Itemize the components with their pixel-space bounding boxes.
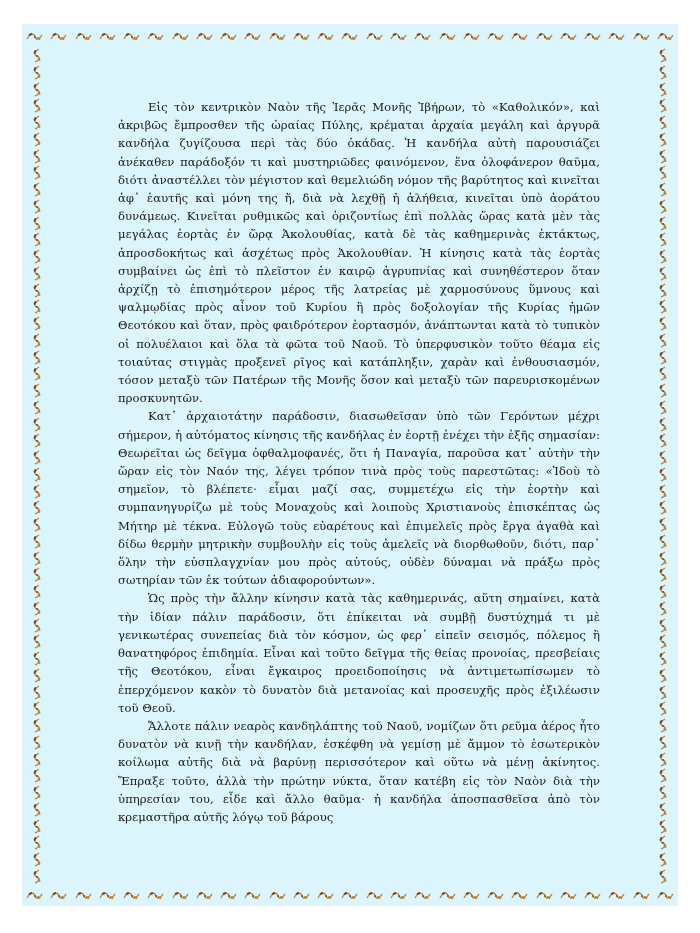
floral-vine-icon [31,869,43,884]
floral-vine-icon [147,889,164,901]
floral-vine-icon [293,889,310,901]
floral-vine-icon [657,534,669,549]
floral-vine-icon [31,316,43,331]
floral-vine-icon [269,30,286,42]
floral-vine-icon [657,383,669,398]
floral-vine-icon [657,735,669,750]
floral-vine-icon [657,433,669,448]
floral-vine-icon [657,450,669,465]
floral-vine-icon [26,889,43,901]
floral-vine-icon [657,835,669,850]
floral-vine-icon [31,735,43,750]
floral-vine-icon [317,889,334,901]
floral-vine-icon [31,149,43,164]
floral-vine-icon [244,889,261,901]
floral-vine-icon [31,199,43,214]
floral-vine-icon [657,668,669,683]
ornamental-border-left [28,48,46,884]
floral-vine-icon [31,115,43,130]
ornamental-border-right [654,48,672,884]
floral-vine-icon [657,132,669,147]
floral-vine-icon [31,785,43,800]
floral-vine-icon [657,869,669,884]
floral-vine-icon [657,819,669,834]
floral-vine-icon [31,48,43,63]
floral-vine-icon [31,232,43,247]
floral-vine-icon [608,889,625,901]
floral-vine-icon [657,634,669,649]
floral-vine-icon [414,30,431,42]
floral-vine-icon [31,98,43,113]
floral-vine-icon [75,889,92,901]
floral-vine-icon [31,299,43,314]
floral-vine-icon [31,400,43,415]
floral-vine-icon [31,618,43,633]
floral-vine-icon [608,30,625,42]
floral-vine-icon [657,48,669,63]
floral-vine-icon [390,30,407,42]
floral-vine-icon [196,30,213,42]
floral-vine-icon [31,165,43,180]
floral-vine-icon [657,618,669,633]
floral-vine-icon [196,889,213,901]
floral-vine-icon [463,889,480,901]
floral-vine-icon [657,852,669,867]
floral-vine-icon [31,132,43,147]
floral-vine-icon [31,517,43,532]
floral-vine-icon [99,889,116,901]
floral-vine-icon [31,685,43,700]
floral-vine-icon [657,517,669,532]
floral-vine-icon [31,484,43,499]
floral-vine-icon [31,350,43,365]
floral-vine-icon [487,30,504,42]
floral-vine-icon [633,889,650,901]
floral-vine-icon [31,366,43,381]
floral-vine-icon [390,889,407,901]
floral-vine-icon [341,889,358,901]
floral-vine-icon [317,30,334,42]
floral-vine-icon [657,82,669,97]
floral-vine-icon [75,30,92,42]
floral-vine-icon [439,30,456,42]
floral-vine-icon [31,634,43,649]
floral-vine-icon [31,651,43,666]
floral-vine-icon [31,433,43,448]
floral-vine-icon [657,567,669,582]
floral-vine-icon [584,30,601,42]
floral-vine-icon [31,752,43,767]
floral-vine-icon [657,299,669,314]
floral-vine-icon [31,534,43,549]
floral-vine-icon [657,333,669,348]
floral-vine-icon [31,567,43,582]
floral-vine-icon [269,889,286,901]
floral-vine-icon [560,889,577,901]
floral-vine-icon [50,30,67,42]
floral-vine-icon [657,366,669,381]
floral-vine-icon [31,182,43,197]
floral-vine-icon [657,115,669,130]
floral-vine-icon [657,182,669,197]
paragraph: Ἄλλοτε πάλιν νεαρὸς κανδηλάπτης τοῦ Ναοῦ, νομίζων ὅτι ρεῦμα ἀέρος ἦτο δυνατὸν νὰ κινῇ τὴν κανδήλαν, ἐσκέφθη νὰ γεμίσῃ μὲ ἄμμον τὸ ἐσωτερικὸν κοίλωμα αὐτῆς διὰ νὰ βαρύνῃ περισσότερον καὶ οὕτω νὰ μένῃ ἀκίνητος. Ἔπραξε τοῦτο, ἀλλὰ τὴν πρώτην νύκτα, ὅταν κατέβη εἰς τὸν Ναὸν διὰ τὴν ὑπηρεσίαν του, εἶδε καὶ ἄλλο θαῦμα· ἡ κανδήλα ἀποσπασθεῖσα ἀπὸ τὸν κρεμαστῆρα αὐτῆς λόγῳ τοῦ βάρους [118,718,600,824]
floral-vine-icon [123,889,140,901]
floral-vine-icon [293,30,310,42]
floral-vine-icon [657,685,669,700]
floral-vine-icon [31,467,43,482]
floral-vine-icon [657,165,669,180]
floral-vine-icon [657,802,669,817]
floral-vine-icon [31,601,43,616]
floral-vine-icon [31,802,43,817]
floral-vine-icon [220,889,237,901]
floral-vine-icon [657,216,669,231]
floral-vine-icon [487,889,504,901]
floral-vine-icon [657,199,669,214]
floral-vine-icon [657,752,669,767]
document-body [118,98,600,826]
floral-vine-icon [31,718,43,733]
floral-vine-icon [31,584,43,599]
floral-vine-icon [123,30,140,42]
floral-vine-icon [657,718,669,733]
floral-vine-icon [584,889,601,901]
floral-vine-icon [536,30,553,42]
floral-vine-icon [511,30,528,42]
floral-vine-icon [31,551,43,566]
floral-vine-icon [657,484,669,499]
floral-vine-icon [657,785,669,800]
floral-vine-icon [657,149,669,164]
floral-vine-icon [657,417,669,432]
floral-vine-icon [657,889,674,901]
floral-vine-icon [31,819,43,834]
floral-vine-icon [439,889,456,901]
floral-vine-icon [657,266,669,281]
floral-vine-icon [31,835,43,850]
floral-vine-icon [657,400,669,415]
floral-vine-icon [31,249,43,264]
floral-vine-icon [657,30,674,42]
floral-vine-icon [31,333,43,348]
paragraph: Κατ᾽ ἀρχαιοτάτην παράδοσιν, διασωθεῖσαν ὑπὸ τῶν Γερόντων μέχρι σήμερον, ἡ αὐτόματος κίνησις τῆς κανδήλας ἐν ἑορτῇ ἐνέχει τὴν ἑξῆς σημασίαν: Θεωρεῖται ὡς δεῖγμα ὀφθαλμοφανές, ὅτι ἡ Παναγία, παροῦσα κατ᾽ αὐτὴν τὴν ὥραν εἰς τὸν Ναόν της, λέγει τρόπον τινὰ πρὸς τοὺς παρεστῶτας: «Ἰδοὺ τὸ σημεῖον, τὸ βλέπετε· εἶμαι μαζί σας, συμμετέχω εἰς τὴν ἑορτὴν καὶ συμπανηγυρίζω μὲ τοὺς Μοναχοὺς καὶ λοιποὺς Χριστιανοὺς ἐπισκέπτας ὡς Μήτηρ μὲ τέκνα. Εὐλογῶ τοὺς εὐαρέτους καὶ ἐπιμελεῖς πρὸς ἔργα ἀγαθὰ καὶ δίδω θερμὴν μητρικὴν συμβουλὴν εἰς τοὺς ἀμελεῖς νὰ διορθωθοῦν, διότι, παρ᾽ ὅλην τὴν εὐσπλαγχνίαν μου πρὸς αὐτούς, οὐδὲν δύναμαι νὰ πράξω πρὸς σωτηρίαν τῶν ἐκ τούτων ἀδιαφορούντων». [118,409,600,588]
floral-vine-icon [31,216,43,231]
floral-vine-icon [26,30,43,42]
floral-vine-icon [657,467,669,482]
floral-vine-icon [511,889,528,901]
floral-vine-icon [147,30,164,42]
ornamental-border-bottom [26,886,674,904]
floral-vine-icon [31,500,43,515]
floral-vine-icon [31,383,43,398]
floral-vine-icon [31,266,43,281]
floral-vine-icon [31,668,43,683]
floral-vine-icon [31,768,43,783]
floral-vine-icon [50,889,67,901]
ornamental-border-top [26,27,674,45]
floral-vine-icon [31,852,43,867]
floral-vine-icon [172,889,189,901]
floral-vine-icon [657,65,669,80]
floral-vine-icon [172,30,189,42]
floral-vine-icon [31,417,43,432]
floral-vine-icon [657,768,669,783]
floral-vine-icon [99,30,116,42]
floral-vine-icon [560,30,577,42]
floral-vine-icon [657,316,669,331]
floral-vine-icon [366,889,383,901]
floral-vine-icon [657,551,669,566]
floral-vine-icon [244,30,261,42]
floral-vine-icon [657,350,669,365]
floral-vine-icon [366,30,383,42]
floral-vine-icon [463,30,480,42]
floral-vine-icon [657,500,669,515]
floral-vine-icon [341,30,358,42]
floral-vine-icon [31,701,43,716]
floral-vine-icon [657,701,669,716]
paragraph: Ὡς πρὸς τὴν ἄλλην κίνησιν κατὰ τὰς καθημερινάς, αὕτη σημαίνει, κατὰ τὴν ἰδίαν πάλιν παράδοσιν, ὅτι ἐπίκειται νὰ συμβῇ δυστύχημά τι μὲ γενικωτέρας συνεπείας διὰ τὸν κόσμον, ὡς φερ᾽ εἰπεῖν σεισμός, πόλεμος ἢ θανατηφόρος ἐπιδημία. Εἶναι καὶ τοῦτο δεῖγμα τῆς θείας προνοίας, πρεσβείαις τῆς Θεοτόκου, εἶναι ἔγκαιρος προειδοποίησις νὰ ἀντιμετωπίσωμεν τὸ ἐπερχόμενον κακὸν τὸ δυνατὸν διὰ μετανοίας καὶ προσευχῆς πρὸς ἐξιλέωσιν τοῦ Θεοῦ. [118,591,600,715]
floral-vine-icon [657,601,669,616]
floral-vine-icon [657,98,669,113]
floral-vine-icon [31,65,43,80]
floral-vine-icon [220,30,237,42]
floral-vine-icon [657,283,669,298]
paragraph: Εἰς τὸν κεντρικὸν Ναὸν τῆς Ἱερᾶς Μονῆς Ἰβήρων, τὸ «Καθολικόν», καὶ ἀκριβῶς ἔμπροσθεν τῆς ὡραίας Πύλης, κρέμαται ἀρχαία μεγάλη καὶ ἀργυρᾶ κανδήλα ζυγίζουσα περὶ τὰς δύο ὀκάδας. Ἡ κανδήλα αὐτὴ παρουσιάζει ἀνέκαθεν παράδοξόν τι καὶ μυστηριῶδες φαινόμενον, ἕνα ὁλοφάνερον θαῦμα, διότι ἀναστέλλει τὸν μέγιστον καὶ θεμελιώδη νόμον τῆς βαρύτητος καὶ κινεῖται ἀφ᾽ ἑαυτῆς καὶ μόνη της ἤ, διὰ νὰ λεχθῇ ἡ ἀλήθεια, κινεῖται ὑπὸ ἀοράτου δυνάμεως. Κινεῖται ρυθμικῶς καὶ ὁριζοντίως ἐπὶ πολλὰς ὥρας κατὰ μὲν τὰς μεγάλας ἑορτὰς ἐν ὥρᾳ Ἀκολουθίας, κατὰ δὲ τὰς καθημερινὰς ἐκτάκτως, ἀπροσδοκήτως καὶ ἀσχέτως πρὸς Ἀκολουθίαν. Ἡ κίνησις κατὰ τὰς ἑορτὰς συμβαίνει ὡς ἐπὶ τὸ πλεῖστον ἐν καιρῷ ἀγρυπνίας καὶ συνηθέστερον ὅταν ἀρχίζῃ τὸ ἐπισημότερον μέρος τῆς λατρείας μὲ χαρμοσύνους ὕμνους καὶ ψαλμῳδίας πρὸς αἶνον τοῦ Κυρίου ἢ πρὸς δοξολογίαν τῆς Κυρίας ἡμῶν Θεοτόκου καὶ ὅταν, πρὸς φαιδρότερον ἑορτασμόν, ἀνάπτωνται κατὰ τὸ τυπικὸν οἱ πολυέλαιοι καὶ ὅλα τὰ φῶτα τοῦ Ναοῦ. Τὸ ὑπερφυσικὸν τοῦτο θέαμα εἰς τοιαύτας στιγμὰς προξενεῖ ρῖγος καὶ κατάπληξιν, χαρὰν καὶ ἐνθουσιασμόν, τόσον μεταξὺ τῶν Πατέρων τῆς Μονῆς ὅσον καὶ μεταξὺ τῶν παρευρισκομένων προσκυνητῶν. [118,100,600,406]
floral-vine-icon [657,249,669,264]
floral-vine-icon [31,82,43,97]
floral-vine-icon [414,889,431,901]
floral-vine-icon [657,584,669,599]
floral-vine-icon [31,283,43,298]
floral-vine-icon [31,450,43,465]
floral-vine-icon [657,651,669,666]
floral-vine-icon [536,889,553,901]
floral-vine-icon [633,30,650,42]
floral-vine-icon [657,232,669,247]
